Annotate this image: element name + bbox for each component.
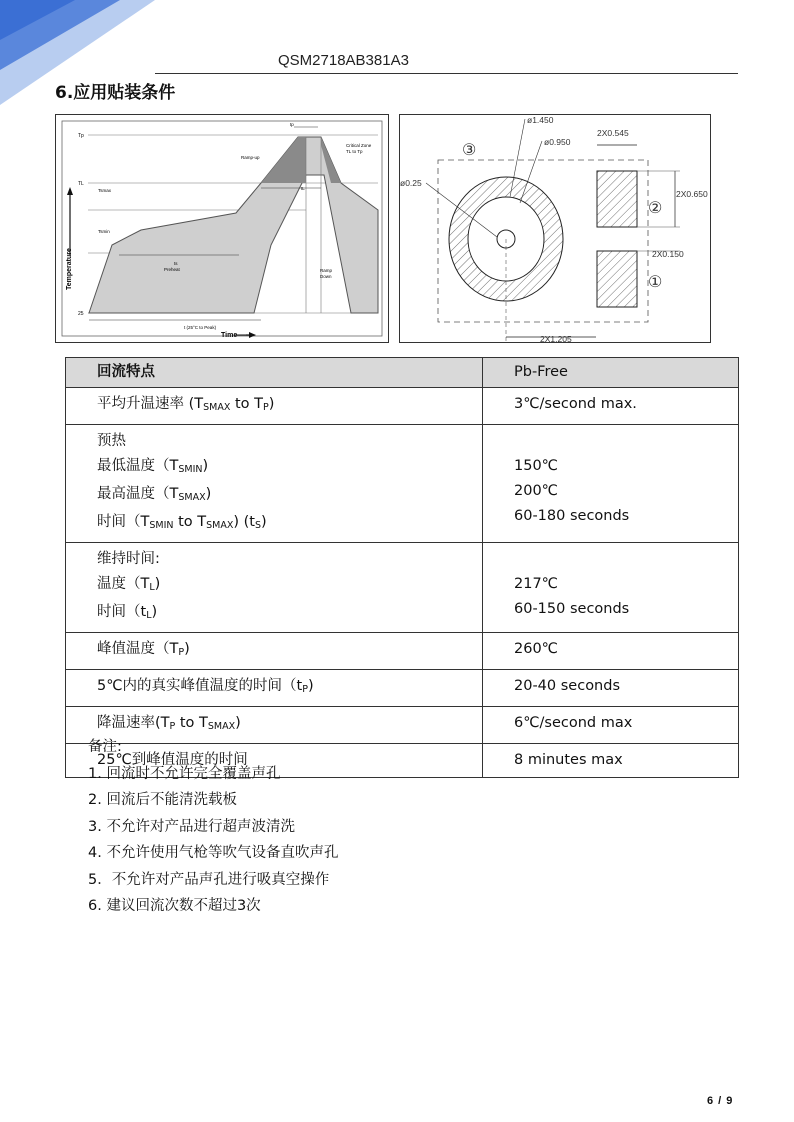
parameter-line bbox=[97, 547, 472, 572]
parameter-text: ) bbox=[154, 576, 161, 592]
tick-tp: Tp bbox=[78, 133, 84, 139]
subscript: SMAX bbox=[206, 520, 234, 531]
row-value-cell bbox=[483, 425, 739, 543]
note-item: 1. 回流时不允许完全覆盖声孔 bbox=[88, 765, 281, 782]
value-line: 3℃/second max. bbox=[514, 396, 637, 412]
t-to-peak-label: t (25°C to Peak) bbox=[184, 325, 217, 330]
subscript: SMIN bbox=[149, 520, 174, 531]
parameter-text: 5℃内的真实峰值温度的时间（t bbox=[97, 678, 303, 694]
value-line: 8 minutes max bbox=[514, 752, 623, 768]
x-axis-label: Time bbox=[221, 332, 238, 339]
reflow-profile-figure bbox=[55, 114, 389, 343]
preheat-label: Preheat bbox=[164, 267, 180, 272]
pad-height-label: 2X0.650 bbox=[676, 189, 708, 199]
row-parameter-cell bbox=[66, 670, 483, 707]
pad-gap-label: 2X0.150 bbox=[652, 249, 684, 259]
table-row bbox=[66, 633, 739, 670]
critical-zone-sub: TL to Tp bbox=[346, 149, 363, 154]
ramp-up-label: Ramp-up bbox=[241, 155, 260, 160]
reflow-spec-table bbox=[65, 357, 739, 778]
row-value-cell bbox=[483, 707, 739, 744]
table-row bbox=[66, 425, 739, 543]
note-item: 2. 回流后不能清洗载板 bbox=[88, 792, 237, 808]
subscript: S bbox=[254, 520, 262, 531]
value-line: 20-40 seconds bbox=[514, 678, 621, 694]
subscript: SMIN bbox=[178, 464, 203, 475]
document-id: QSM2718AB381A3 bbox=[278, 52, 409, 69]
subscript: L bbox=[149, 582, 155, 593]
parameter-text: to T bbox=[230, 396, 263, 412]
tp-label: tp bbox=[290, 122, 294, 127]
row-parameter-cell bbox=[66, 543, 483, 633]
note-item: 6. 建议回流次数不超过3次 bbox=[88, 898, 261, 914]
subscript: L bbox=[146, 610, 152, 621]
parameter-line bbox=[97, 600, 472, 628]
tsmin-label: Tsmin bbox=[98, 229, 110, 234]
value-line: 260℃ bbox=[514, 641, 558, 657]
marker-1: ① bbox=[648, 274, 663, 291]
parameter-line bbox=[97, 674, 472, 702]
parameter-text: ) bbox=[261, 514, 267, 530]
parameter-text: ) bbox=[184, 641, 190, 657]
subscript: SMAX bbox=[203, 402, 231, 413]
page-number: 6 / 9 bbox=[707, 1095, 733, 1107]
span-label: 2X1.205 bbox=[540, 334, 572, 342]
row-parameter-cell bbox=[66, 633, 483, 670]
footprint-drawing bbox=[399, 114, 711, 343]
parameter-line bbox=[97, 392, 472, 420]
value-line: 217℃ bbox=[514, 576, 558, 592]
subscript: P bbox=[263, 402, 269, 413]
pad-width-label: 2X0.545 bbox=[597, 128, 629, 138]
value-line: 6℃/second max bbox=[514, 715, 633, 731]
note-item: 5．不允许对产品声孔进行吸真空操作 bbox=[88, 871, 330, 888]
value-line: 60-150 seconds bbox=[514, 601, 630, 617]
tsmax-label: Tsmax bbox=[98, 188, 112, 193]
parameter-text: ) bbox=[202, 458, 209, 474]
parameter-text: ) bbox=[307, 678, 314, 694]
ramp-down-label: Ramp bbox=[320, 268, 333, 273]
tick-tl: TL bbox=[78, 181, 84, 187]
column-header-characteristic: 回流特点 bbox=[66, 358, 483, 388]
row-value-cell bbox=[483, 388, 739, 425]
parameter-text: 降温速率(T bbox=[97, 715, 170, 731]
parameter-text: ) bbox=[151, 604, 158, 620]
header-rule bbox=[155, 73, 738, 74]
parameter-text: 时间（t bbox=[97, 604, 147, 620]
y-axis-label: Temperature bbox=[66, 248, 73, 290]
value-line: 60-180 seconds bbox=[514, 508, 630, 524]
critical-zone-label: Critical Zone bbox=[346, 143, 372, 148]
parameter-text: ) (t bbox=[233, 514, 255, 530]
ts-label: ts bbox=[174, 261, 178, 266]
value-line bbox=[514, 547, 728, 572]
parameter-text: 预热 bbox=[97, 433, 126, 449]
value-line bbox=[514, 429, 728, 454]
row-value-cell bbox=[483, 670, 739, 707]
parameter-line bbox=[97, 429, 472, 454]
value-line: 200℃ bbox=[514, 483, 558, 499]
notes bbox=[88, 734, 338, 920]
parameter-text: 最高温度（T bbox=[97, 486, 179, 502]
table-header-row bbox=[66, 358, 739, 388]
section-title: 6.应用贴装条件 bbox=[55, 83, 176, 103]
subscript: SMAX bbox=[178, 492, 206, 503]
subscript: P bbox=[169, 721, 176, 732]
parameter-text: ) bbox=[205, 486, 212, 502]
row-value-cell bbox=[483, 543, 739, 633]
row-value-cell bbox=[483, 744, 739, 778]
subscript: SMAX bbox=[207, 721, 236, 732]
parameter-line bbox=[97, 510, 472, 538]
parameter-line bbox=[97, 572, 472, 600]
parameter-text: to T bbox=[175, 715, 208, 731]
tick-25: 25 bbox=[78, 311, 84, 317]
row-parameter-cell bbox=[66, 425, 483, 543]
marker-2: ② bbox=[648, 200, 663, 217]
parameter-text: 最低温度（T bbox=[97, 458, 179, 474]
parameter-text: 温度（T bbox=[97, 576, 150, 592]
marker-3: ③ bbox=[462, 142, 477, 159]
subscript: P bbox=[178, 647, 185, 658]
parameter-text: 峰值温度（T bbox=[97, 641, 179, 657]
row-parameter-cell bbox=[66, 388, 483, 425]
parameter-text: 25℃到峰值温度的时间 bbox=[97, 752, 248, 768]
parameter-text: to T bbox=[173, 514, 207, 530]
table-row bbox=[66, 543, 739, 633]
d-inner-label: ø0.950 bbox=[544, 137, 571, 147]
parameter-text: 平均升温速率 (T bbox=[97, 396, 204, 412]
table-row bbox=[66, 388, 739, 425]
parameter-line bbox=[97, 482, 472, 510]
d-center-label: ø0.25 bbox=[400, 178, 422, 188]
ramp-down-sub: Down bbox=[320, 274, 332, 279]
note-item: 4. 不允许使用气枪等吹气设备直吹声孔 bbox=[88, 845, 339, 861]
subscript: P bbox=[302, 684, 308, 695]
parameter-text: 时间（T bbox=[97, 514, 150, 530]
parameter-text: ) bbox=[268, 396, 275, 412]
parameter-line bbox=[97, 637, 472, 665]
column-header-pb-free: Pb-Free bbox=[483, 358, 739, 388]
d-outer-label: ø1.450 bbox=[527, 115, 554, 125]
value-line: 150℃ bbox=[514, 458, 558, 474]
table-row bbox=[66, 670, 739, 707]
note-item: 3. 不允许对产品进行超声波清洗 bbox=[88, 818, 295, 835]
parameter-text: ) bbox=[235, 715, 241, 731]
notes-title: 备注: bbox=[88, 739, 122, 755]
tl-label: tL bbox=[301, 186, 305, 191]
parameter-text: 维持时间: bbox=[97, 551, 160, 567]
row-value-cell bbox=[483, 633, 739, 670]
parameter-line bbox=[97, 454, 472, 482]
